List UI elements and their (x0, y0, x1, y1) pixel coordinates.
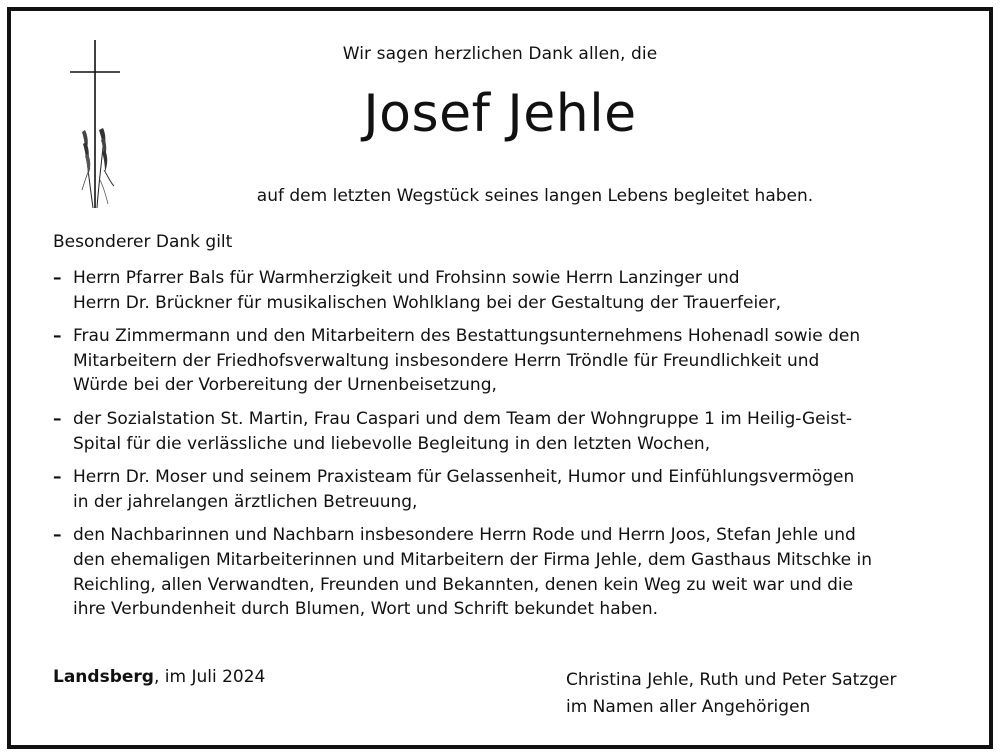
thanks-item (53, 324, 953, 398)
thanks-item (53, 465, 953, 514)
signature-note: im Namen aller Angehörigen (566, 697, 811, 717)
signature-names: Christina Jehle, Ruth und Peter Satzger (566, 670, 897, 690)
thanks-item-line: Frau Zimmermann und den Mitarbeitern des Bestattungsunternehmens Hohenadl sowie den (73, 326, 861, 347)
thanks-item-line: Herrn Dr. Moser und seinem Praxisteam für Gelassenheit, Humor und Einfühlungsvermögen (73, 467, 855, 488)
thanks-item-line: den Nachbarinnen und Nachbarn insbesondere Herrn Rode und Herrn Joos, Stefan Jehle und (73, 525, 856, 546)
thanks-item-line: Herrn Pfarrer Bals für Warmherzigkeit und Frohsinn sowie Herrn Lanzinger und (73, 268, 740, 288)
thanks-item-line: Reichling, allen Verwandten, Freunden und Bekannten, denen kein Weg zu weit war und die (73, 574, 854, 595)
thanks-item-line: den ehemaligen Mitarbeiterinnen und Mitarbeitern der Firma Jehle, dem Gasthaus Mitschke in (73, 549, 873, 570)
thanks-item (53, 407, 953, 456)
thanks-item (53, 266, 953, 315)
place-name: Landsberg (53, 667, 154, 687)
deceased-name: Josef Jehle (363, 84, 637, 144)
intro-line: Wir sagen herzlichen Dank allen, die (342, 44, 658, 64)
dash-bullet: – (53, 268, 62, 288)
date: , im Juli 2024 (153, 667, 266, 687)
thanks-item-line: in der jahrelangen ärztlichen Betreuung, (73, 491, 418, 512)
thanks-item-line: Mitarbeitern der Friedhofsverwaltung insbesondere Herrn Tröndle für Freundlichkeit und (73, 350, 820, 371)
thanks-item-line: Spital für die verlässliche und liebevolle Begleitung in den letzten Wochen, (73, 433, 711, 454)
sub-line: auf dem letzten Wegstück seines langen Lebens begleitet haben. (256, 186, 814, 206)
thanks-item (53, 523, 953, 621)
thanks-list (53, 266, 953, 631)
thanks-item-line: Würde bei der Vorbereitung der Urnenbeisetzung, (73, 375, 497, 396)
thanks-item-line: ihre Verbundenheit durch Blumen, Wort und Schrift bekundet haben. (73, 599, 659, 620)
thanks-item-line: der Sozialstation St. Martin, Frau Caspari und dem Team der Wohngruppe 1 im Heilig-Geist- (73, 408, 853, 429)
dash-bullet: – (53, 467, 62, 488)
signature-block (566, 667, 897, 721)
dash-bullet: – (53, 408, 62, 429)
thanks-intro: Besonderer Dank gilt (53, 232, 233, 252)
place-date (53, 667, 265, 687)
dash-bullet: – (53, 326, 62, 347)
dash-bullet: – (53, 525, 62, 546)
thanks-item-line: Herrn Dr. Brückner für musikalischen Wohlklang bei der Gestaltung der Trauerfeier, (73, 292, 782, 313)
